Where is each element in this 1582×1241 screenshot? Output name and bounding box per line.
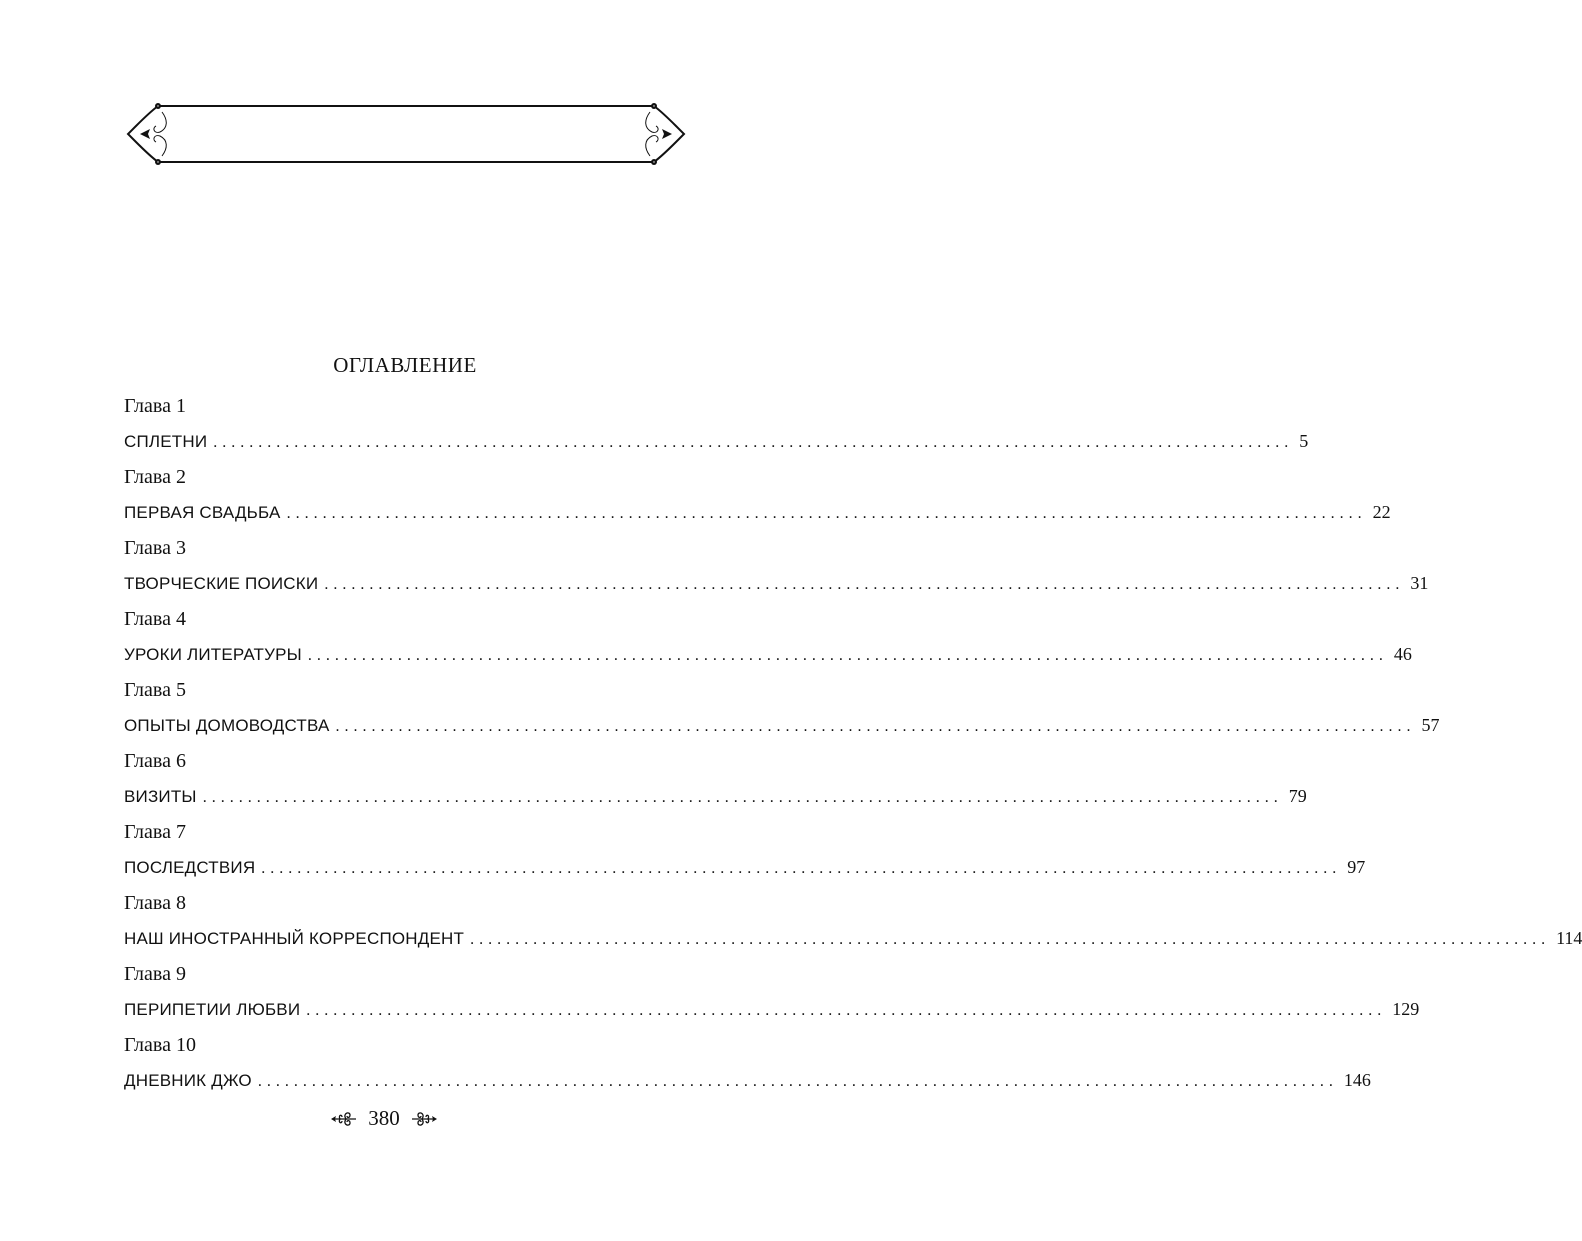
chapter-title: СПЛЕТНИ: [124, 432, 208, 451]
chapter-page-number: 97: [1347, 857, 1366, 877]
chapter-label: Глава 1: [124, 395, 186, 417]
chapter-page-number: 129: [1392, 999, 1420, 1019]
chapter-page-number: 57: [1421, 715, 1440, 735]
chapter-title-row: [124, 637, 1412, 671]
toc-entry: [124, 673, 1440, 744]
chapter-page-number: 46: [1393, 644, 1412, 664]
toc-entry: [124, 460, 1391, 531]
chapter-label: Глава 9: [124, 963, 186, 985]
dot-leader: ........................................................................................................................: [335, 718, 1416, 735]
chapter-page-number: 146: [1343, 1070, 1371, 1090]
dot-leader: ........................................................................................................................: [213, 434, 1294, 451]
chapter-title: ВИЗИТЫ: [124, 787, 197, 806]
chapter-label: Глава 7: [124, 821, 186, 843]
chapter-page-number: 79: [1288, 786, 1307, 806]
toc-entry: [124, 744, 1307, 815]
toc-entry: [124, 957, 1420, 1028]
chapter-title: ПОСЛЕДСТВИЯ: [124, 858, 256, 877]
toc-entry: [124, 815, 1366, 886]
right-flourish-icon: [408, 1109, 438, 1129]
dot-leader: ........................................................................................................................: [286, 505, 1367, 522]
chapter-label: Глава 4: [124, 608, 186, 630]
chapter-label: Глава 5: [124, 679, 186, 701]
chapter-label: Глава 8: [124, 892, 186, 914]
toc-heading: ОГЛАВЛЕНИЕ: [333, 353, 477, 377]
page-footer: [0, 1106, 768, 1131]
chapter-title: ДНЕВНИК ДЖО: [124, 1071, 252, 1090]
toc-entry: [124, 531, 1429, 602]
chapter-label: Глава 3: [124, 537, 186, 559]
ornamental-header-frame-icon: [122, 98, 690, 170]
dot-leader: ........................................................................................................................: [261, 860, 1342, 877]
left-flourish-icon: [330, 1109, 360, 1129]
chapter-title: ТВОРЧЕСКИЕ ПОИСКИ: [124, 574, 319, 593]
chapter-title-row: [124, 708, 1440, 742]
chapter-page-number: 31: [1410, 573, 1429, 593]
toc-entry: [124, 602, 1412, 673]
dot-leader: ........................................................................................................................: [307, 647, 1388, 664]
page-number: 380: [368, 1106, 400, 1130]
table-of-contents: [124, 350, 1582, 1099]
chapter-label: Глава 10: [124, 1034, 196, 1056]
dot-leader: ........................................................................................................................: [324, 576, 1405, 593]
dot-leader: ........................................................................................................................: [470, 931, 1551, 948]
chapter-label: Глава 6: [124, 750, 186, 772]
chapter-title: ПЕРВАЯ СВАДЬБА: [124, 503, 281, 522]
chapter-title: ОПЫТЫ ДОМОВОДСТВА: [124, 716, 330, 735]
chapter-title-row: [124, 992, 1420, 1026]
chapter-title-row: [124, 921, 1582, 955]
toc-entry: [124, 1028, 1371, 1099]
chapter-title: ПЕРИПЕТИИ ЛЮБВИ: [124, 1000, 301, 1019]
dot-leader: ........................................................................................................................: [257, 1073, 1338, 1090]
chapter-label: Глава 2: [124, 466, 186, 488]
chapter-title-row: [124, 566, 1429, 600]
toc-entry: [124, 389, 1309, 460]
dot-leader: ........................................................................................................................: [306, 1002, 1387, 1019]
chapter-title-row: [124, 495, 1391, 529]
chapter-title-row: [124, 1063, 1371, 1097]
dot-leader: ........................................................................................................................: [202, 789, 1283, 806]
chapter-page-number: 22: [1372, 502, 1391, 522]
chapter-page-number: 114: [1556, 928, 1582, 948]
chapter-title: УРОКИ ЛИТЕРАТУРЫ: [124, 645, 302, 664]
toc-entries: [124, 389, 1582, 1099]
chapter-title-row: [124, 424, 1309, 458]
chapter-title-row: [124, 779, 1307, 813]
chapter-title: НАШ ИНОСТРАННЫЙ КОРРЕСПОНДЕНТ: [124, 929, 465, 948]
chapter-page-number: 5: [1299, 431, 1309, 451]
chapter-title-row: [124, 850, 1366, 884]
toc-entry: [124, 886, 1582, 957]
